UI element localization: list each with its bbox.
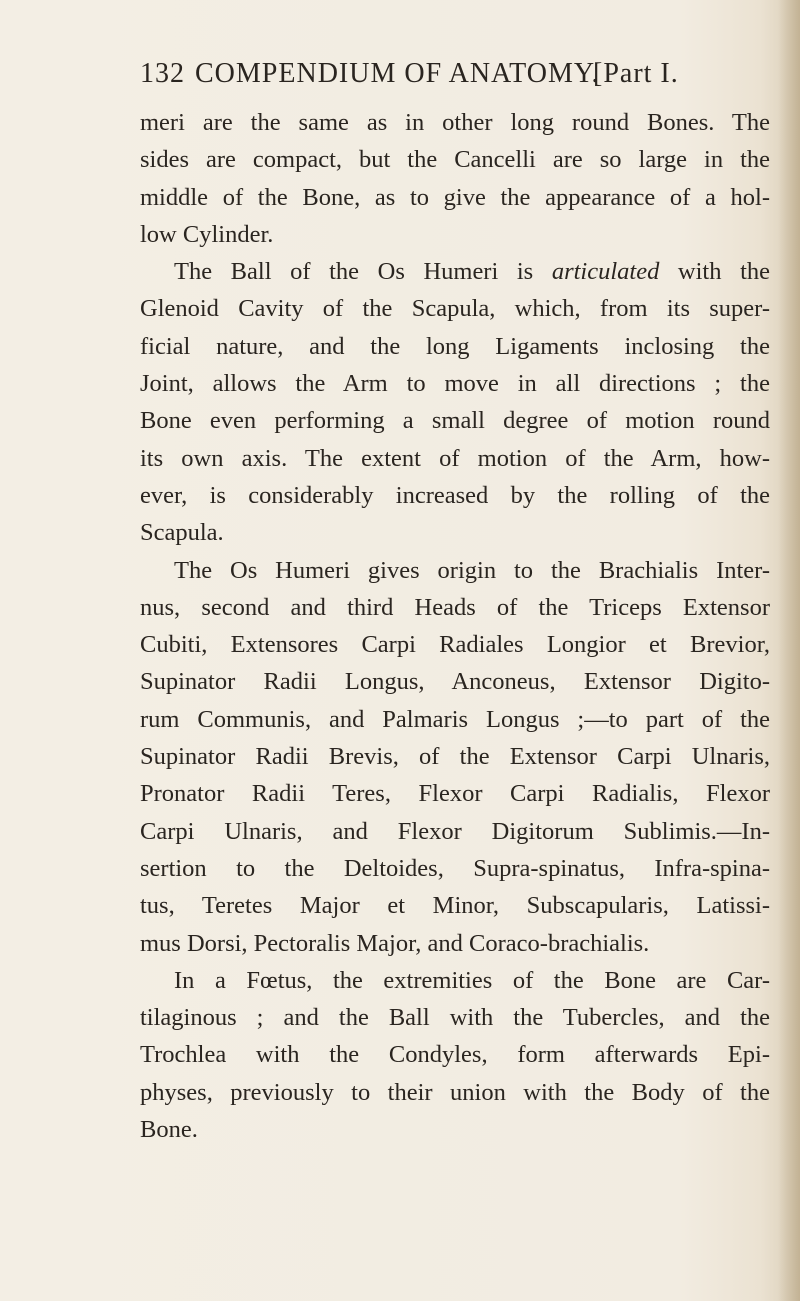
text-line: nus, second and third Heads of the Triceps Extensor <box>140 593 770 621</box>
text-line: Cubiti, Extensores Carpi Radiales Longior et Brevior, <box>140 631 770 659</box>
text-line: low Cylinder. <box>140 220 274 248</box>
text-line: Bone. <box>140 1116 198 1144</box>
text-line: Scapula. <box>140 519 224 547</box>
running-title: COMPENDIUM OF ANATOMY. <box>195 58 600 89</box>
text-line: Bone even performing a small degree of motion round <box>140 407 770 435</box>
text-line: middle of the Bone, as to give the appearance of a hol- <box>140 183 770 211</box>
text-line: Joint, allows the Arm to move in all directions ; the <box>140 370 770 398</box>
text-line: mus Dorsi, Pectoralis Major, and Coraco-brachialis. <box>140 929 650 957</box>
text-line: rum Communis, and Palmaris Longus ;—to part of the <box>140 705 770 733</box>
text-line: ever, is considerably increased by the rolling of the <box>140 481 770 509</box>
page-number: 132 <box>140 58 185 89</box>
body-text <box>140 104 770 1148</box>
page-edge-shadow <box>778 0 800 1301</box>
text-line: sertion to the Deltoides, Supra-spinatus, Infra-spina- <box>140 854 770 882</box>
text-line <box>140 253 770 290</box>
text-segment: with the <box>659 258 770 286</box>
part-label: [Part I. <box>593 58 679 89</box>
text-line: its own axis. The extent of motion of the Arm, how- <box>140 444 770 472</box>
text-line: The Os Humeri gives origin to the Brachialis Inter- <box>174 556 770 584</box>
text-line: Supinator Radii Brevis, of the Extensor Carpi Ulnaris, <box>140 743 770 771</box>
text-line: Pronator Radii Teres, Flexor Carpi Radialis, Flexor <box>140 780 770 808</box>
text-line: Glenoid Cavity of the Scapula, which, from its super- <box>140 295 770 323</box>
running-head <box>140 58 780 94</box>
text-line: ficial nature, and the long Ligaments inclosing the <box>140 332 770 360</box>
text-line: Supinator Radii Longus, Anconeus, Extensor Digito- <box>140 668 770 696</box>
text-line: tilaginous ; and the Ball with the Tubercles, and the <box>140 1004 770 1032</box>
italic-term: articulated <box>551 258 660 286</box>
text-line: sides are compact, but the Cancelli are so large in the <box>140 146 770 174</box>
text-line: meri are the same as in other long round Bones. The <box>140 109 770 136</box>
text-segment: The Ball of the Os Humeri is <box>174 258 552 286</box>
text-line: tus, Teretes Major et Minor, Subscapularis, Latissi- <box>140 892 770 920</box>
text-line: In a Fœtus, the extremities of the Bone are Car- <box>174 966 770 994</box>
text-line: Trochlea with the Condyles, form afterwards Epi- <box>140 1041 770 1069</box>
text-line: physes, previously to their union with the Body of the <box>140 1078 770 1106</box>
text-line: Carpi Ulnaris, and Flexor Digitorum Sublimis.—In- <box>140 817 770 845</box>
